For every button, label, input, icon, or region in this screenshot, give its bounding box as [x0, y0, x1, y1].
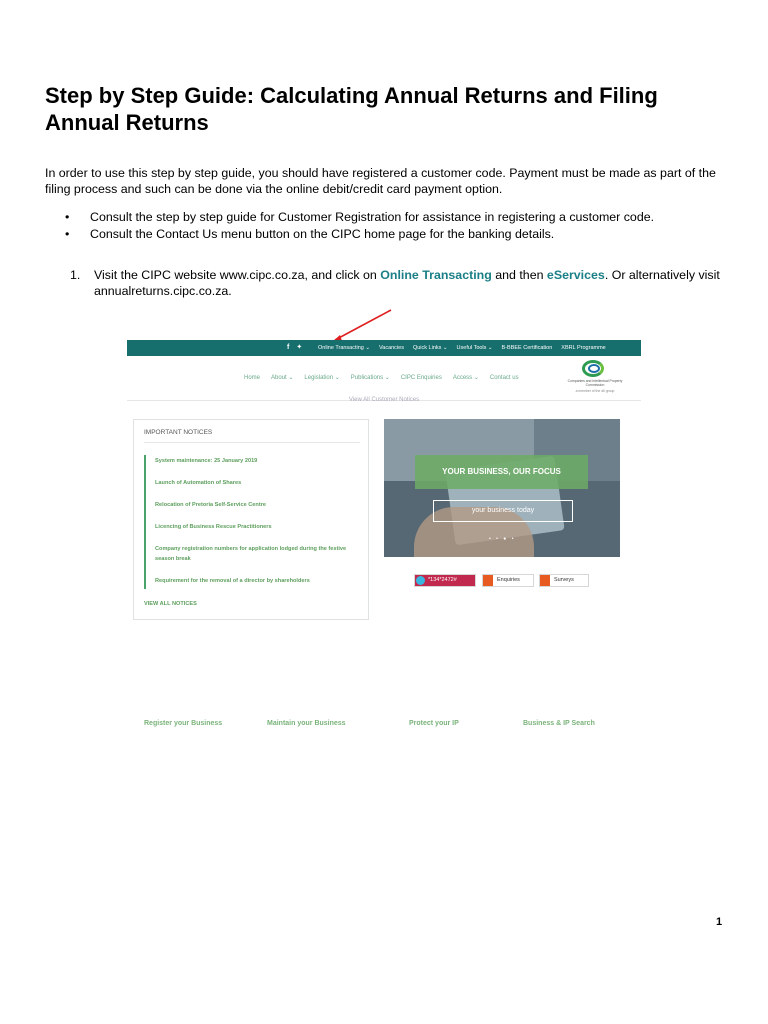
- notice-item[interactable]: Relocation of Pretoria Self-Service Centre: [155, 502, 266, 508]
- cipc-website-screenshot: [127, 340, 641, 740]
- twitter-icon[interactable]: ✦: [296, 344, 303, 351]
- notice-item[interactable]: Licencing of Business Rescue Practitioners: [155, 524, 272, 530]
- footer-link-search[interactable]: Business & IP Search: [523, 720, 595, 727]
- bullet-dot-icon: •: [65, 210, 70, 224]
- site-nav: [127, 356, 641, 401]
- step-text-part1: Visit the CIPC website www.cipc.co.za, and click on: [94, 268, 381, 282]
- whatsapp-label: *134*2472#: [428, 577, 457, 583]
- notice-item[interactable]: Company registration numbers for application lodged during the festive season break: [155, 546, 347, 562]
- step-text: [70, 267, 720, 299]
- footer-link-maintain[interactable]: Maintain your Business: [267, 720, 346, 727]
- surveys-icon: [540, 575, 550, 586]
- footer-link-protect-ip[interactable]: Protect your IP: [409, 720, 459, 727]
- nav-item-cipc-enquiries[interactable]: CIPC Enquiries: [400, 375, 442, 381]
- topbar-link-xbrl[interactable]: XBRL Programme: [561, 344, 606, 351]
- hero-banner: [384, 419, 620, 557]
- facebook-icon[interactable]: f: [287, 344, 290, 351]
- nav-item-legislation[interactable]: Legislation ⌄: [304, 375, 340, 381]
- site-topbar: [127, 340, 641, 356]
- footer-link-register[interactable]: Register your Business: [144, 720, 223, 727]
- logo-inner-ring-icon: [588, 364, 600, 373]
- enquiries-button[interactable]: [482, 574, 534, 587]
- nav-item-contact-us[interactable]: Contact us: [489, 375, 519, 381]
- eservices-link[interactable]: eServices: [546, 268, 605, 282]
- cipc-logo[interactable]: [567, 360, 623, 400]
- notices-accent-bar: [144, 455, 146, 589]
- banner-headline: YOUR BUSINESS, OUR FOCUS: [415, 455, 588, 489]
- notice-item[interactable]: System maintenance: 25 January 2019: [155, 458, 258, 464]
- nav-menu: [244, 374, 530, 381]
- view-all-customer-notices-link[interactable]: View All Customer Notices: [348, 397, 420, 403]
- notice-item[interactable]: Requirement for the removal of a director by shareholders: [155, 578, 310, 584]
- online-transacting-link[interactable]: Online Transacting: [380, 268, 492, 282]
- bullet-item: [45, 226, 725, 243]
- carousel-dots[interactable]: • • ● •: [489, 536, 516, 542]
- notices-divider: [144, 442, 360, 443]
- topbar-link-useful-tools[interactable]: Useful Tools ⌄: [456, 344, 493, 351]
- surveys-label: Surveys: [554, 577, 574, 583]
- nav-item-about[interactable]: About ⌄: [271, 375, 294, 381]
- important-notices-panel: [133, 419, 369, 620]
- topbar-link-bbbee[interactable]: B-BBEE Certification: [501, 344, 553, 351]
- page-title: Step by Step Guide: Calculating Annual Returns and Filing Annual Returns: [45, 83, 658, 135]
- notice-item[interactable]: Launch of Automation of Shares: [155, 480, 242, 486]
- bullet-text: Consult the step by step guide for Customer Registration for assistance in registering a customer code.: [90, 210, 655, 224]
- view-all-notices-link[interactable]: VIEW ALL NOTICES: [144, 601, 197, 607]
- banner-cta-button[interactable]: your business today: [433, 500, 573, 522]
- step-text-part3: . Or alternatively visit annualreturns.cipc.co.za.: [94, 268, 720, 298]
- logo-subcaption: a member of the dti group: [575, 389, 615, 393]
- enquiries-label: Enquiries: [497, 577, 520, 583]
- topbar-link-vacancies[interactable]: Vacancies: [379, 344, 404, 351]
- nav-item-publications[interactable]: Publications ⌄: [350, 375, 390, 381]
- logo-caption: Companies and Intellectual Property Commission: [567, 379, 623, 387]
- notices-heading: IMPORTANT NOTICES: [144, 429, 213, 436]
- bullet-list: [45, 209, 725, 243]
- nav-item-access[interactable]: Access ⌄: [452, 375, 479, 381]
- bullet-text: Consult the Contact Us menu button on the CIPC home page for the banking details.: [90, 227, 555, 241]
- topbar-links: [318, 345, 615, 351]
- step-1: [70, 267, 720, 299]
- topbar-link-online-transacting[interactable]: Online Transacting ⌄: [318, 344, 370, 351]
- page-number: 1: [716, 916, 723, 928]
- bullet-item: [45, 209, 725, 226]
- social-links: [287, 343, 309, 351]
- whatsapp-button[interactable]: [414, 574, 476, 587]
- intro-paragraph: In order to use this step by step guide, you should have registered a customer code. Payment must be made as part of the filing process and such can be done via the online debit/credit card payment option.: [45, 166, 716, 196]
- topbar-link-quick-links[interactable]: Quick Links ⌄: [412, 344, 448, 351]
- step-number: 1.: [70, 268, 81, 282]
- whatsapp-icon: [416, 576, 425, 585]
- surveys-button[interactable]: [539, 574, 589, 587]
- step-text-part2: and then: [491, 268, 547, 282]
- nav-item-home[interactable]: Home: [244, 375, 261, 381]
- enquiries-icon: [483, 575, 493, 586]
- bullet-dot-icon: •: [65, 227, 70, 241]
